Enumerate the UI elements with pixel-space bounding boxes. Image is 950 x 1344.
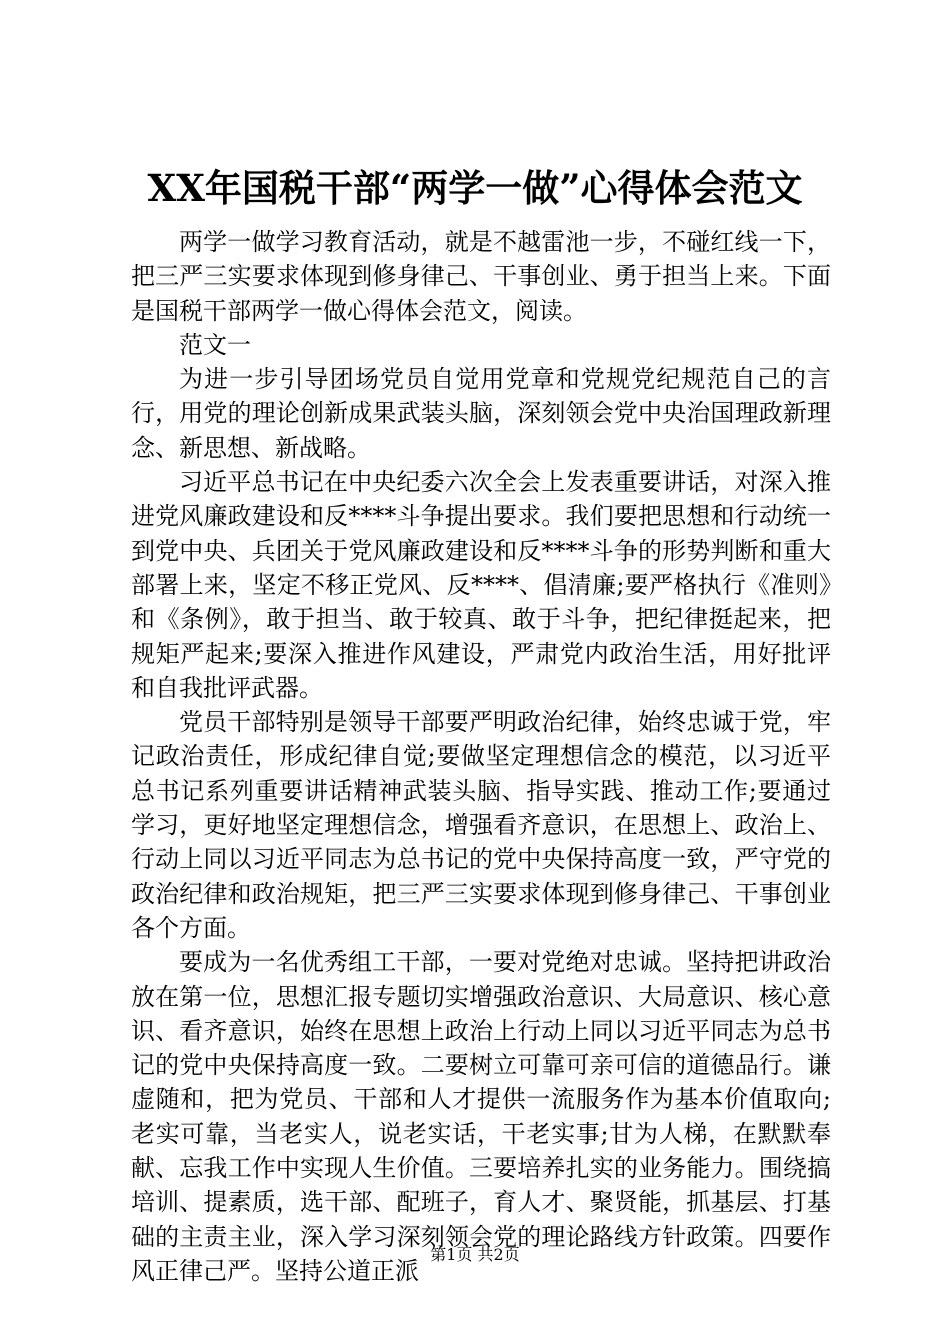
paragraph: 习近平总书记在中央纪委六次全会上发表重要讲话，对深入推进党风廉政建设和反****斗争提出要求。我们要把思想和行动统一到党中央、兵团关于党风廉政建设和反****斗争的形势判断和重大部署上来，坚定不移正党风、反****、倡清廉;要严格执行《准则》和《条例》，敢于担当、敢于较真、敢于斗争，把纪律挺起来，把规矩严起来;要深入推进作风建设，严肃党内政治生活，用好批评和自我批评武器。 <box>131 468 831 702</box>
page-title: XX年国税干部“两学一做”心得体会范文 <box>147 166 803 210</box>
paragraph-section-heading: 范文一 <box>179 330 251 359</box>
paragraph-intro: 两学一做学习教育活动，就是不越雷池一步，不碰红线一下，把三严三实要求体现到修身律己、干事创业、勇于担当上来。下面是国税干部两学一做心得体会范文，阅读。 <box>131 228 831 325</box>
paragraph: 要成为一名优秀组工干部，一要对党绝对忠诚。坚持把讲政治放在第一位，思想汇报专题切实增强政治意识、大局意识、核心意识、看齐意识，始终在思想上政治上行动上同以习近平同志为总书记的党中央保持高度一致。二要树立可靠可亲可信的道德品行。谦虚随和，把为党员、干部和人才提供一流服务作为基本价值取向;老实可靠，当老实人，说老实话，干老实事;甘为人梯，在默默奉献、忘我工作中实现人生价值。三要培养扎实的业务能力。围绕搞培训、提素质，选干部、配班子，育人才、聚贤能，抓基层、打基础的主责主业，深入学习深刻领会党的理论路线方针政策。四要作风正律己严。坚持公道正派 <box>131 948 831 1285</box>
document-body <box>131 225 831 1288</box>
page-number-footer: 第1页 共2页 <box>430 1245 520 1264</box>
paragraph: 党员干部特别是领导干部要严明政治纪律，始终忠诚于党，牢记政治责任，形成纪律自觉;要做坚定理想信念的模范，以习近平总书记系列重要讲话精神武装头脑、指导实践、推动工作;要通过学习，更好地坚定理想信念，增强看齐意识，在思想上、政治上、行动上同以习近平同志为总书记的党中央保持高度一致，严守党的政治纪律和政治规矩，把三严三实要求体现到修身律己、干事创业各个方面。 <box>131 708 831 942</box>
paragraph: 为进一步引导团场党员自觉用党章和党规党纪规范自己的言行，用党的理论创新成果武装头脑，深刻领会党中央治国理政新理念、新思想、新战略。 <box>131 365 831 462</box>
